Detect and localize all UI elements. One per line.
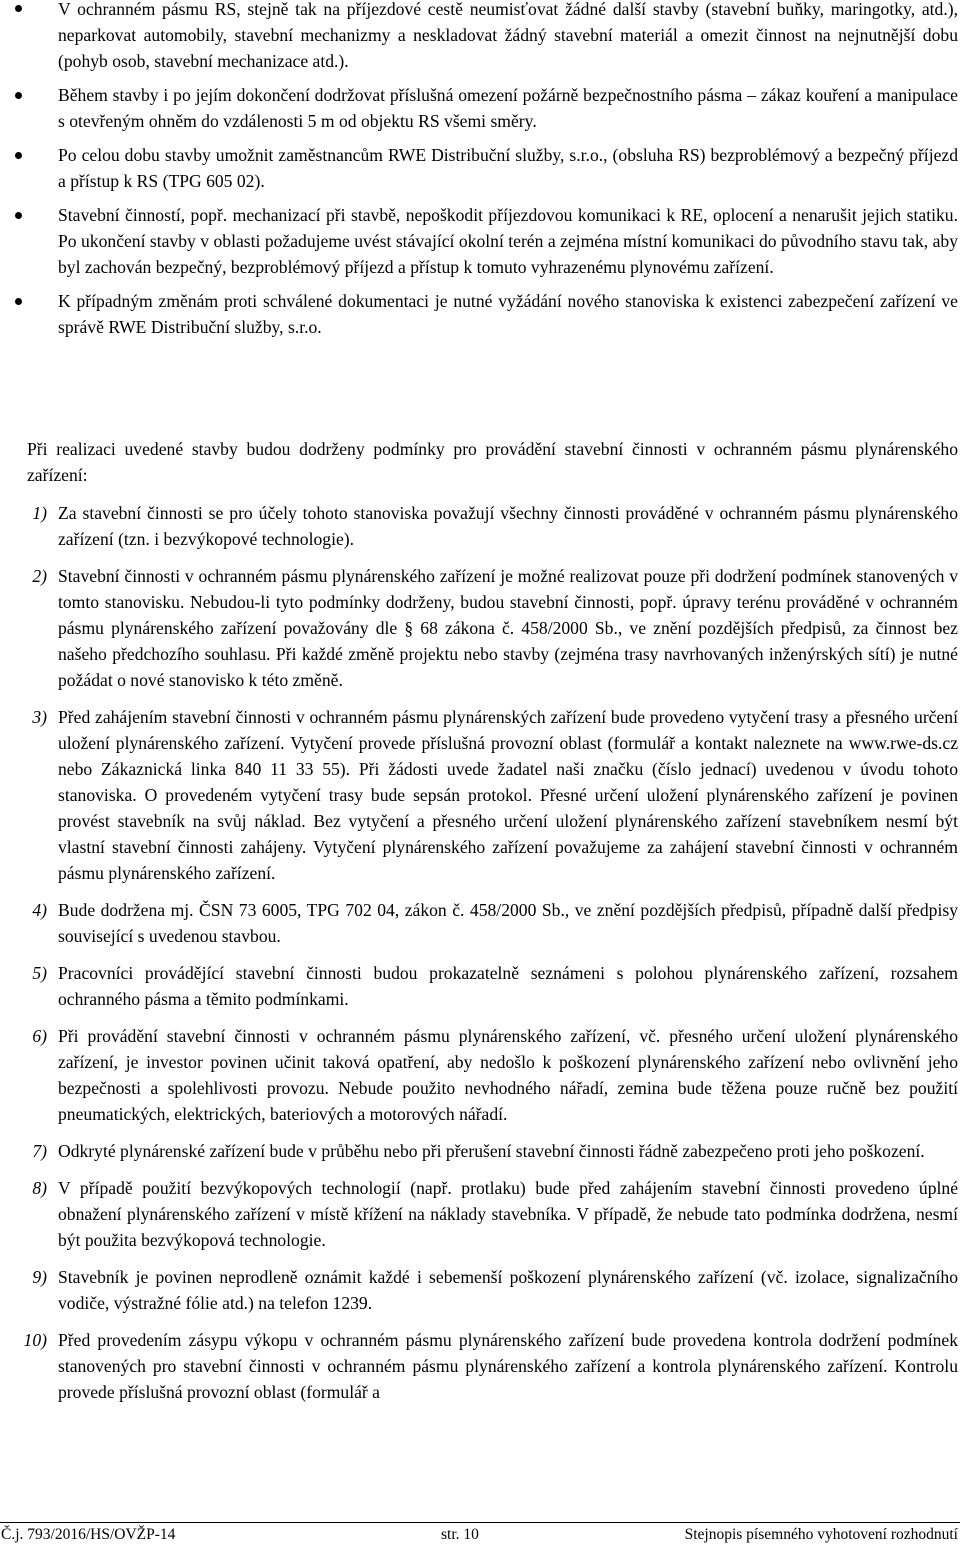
- bullet-icon: [15, 298, 22, 305]
- condition-item: [0, 1138, 960, 1164]
- condition-text: Před zahájením stavební činnosti v ochranném pásmu plynárenských zařízení bude provedeno vytyčení trasy a přesného určení uložení plynárenského zařízení. Vytyčení provede příslušná provozní oblast (formulář a kontakt naleznete na www.rwe-ds.cz nebo Zákaznická linka 840 11 33 55). Při žádosti uvede žadatel naši značku (číslo jednací) uvedenou v úvodu tohoto stanoviska. O provedeném vytyčení trasy bude sepsán protokol. Přesné určení uložení plynárenského zařízení je povinen provést stavebník na svůj náklad. Bez vytyčení a přesného určení uložení plynárenského zařízení stavebníkem nesmí být vlastní stavební činnosti zahájeny. Vytyčení plynárenského zařízení považujeme za zahájení stavební činnosti v ochranném pásmu plynárenského zařízení.: [58, 707, 958, 883]
- condition-number: 8): [32, 1178, 47, 1198]
- condition-item: [0, 704, 960, 886]
- condition-item: [0, 897, 960, 949]
- bullet-item: [0, 82, 960, 134]
- condition-item: [0, 960, 960, 1012]
- condition-text: Odkryté plynárenské zařízení bude v průběhu nebo při přerušení stavební činnosti řádně zabezpečeno proti jeho poškození.: [58, 1141, 925, 1161]
- condition-item: [0, 563, 960, 693]
- condition-text: V případě použití bezvýkopových technologií (např. protlaku) bude před zahájením stavební činnosti provedeno úplné obnažení plynárenského zařízení v místě křížení na náklady stavebníka. V případě, že nebude tato podmínka dodržena, nesmí být použita bezvýkopová technologie.: [58, 1178, 958, 1250]
- bullet-text: K případným změnám proti schválené dokumentaci je nutné vyžádání nového stanoviska k existenci zabezpečení zařízení ve správě RWE Distribuční služby, s.r.o.: [58, 291, 958, 337]
- bullet-item: [0, 142, 960, 194]
- bullet-list: [0, 0, 960, 348]
- condition-number: 7): [32, 1141, 47, 1161]
- condition-text: Pracovníci provádějící stavební činnosti budou prokazatelně seznámeni s polohou plynárenského zařízení, rozsahem ochranného pásma a těmito podmínkami.: [58, 963, 958, 1009]
- intro-paragraph: Při realizaci uvedené stavby budou dodrženy podmínky pro provádění stavební činnosti v ochranném pásmu plynárenského zařízení:: [27, 439, 958, 485]
- condition-number: 2): [32, 566, 47, 586]
- bullet-item: [0, 0, 960, 74]
- condition-item: [0, 1175, 960, 1253]
- reference-number: Č.j. 793/2016/HS/OVŽP-14: [1, 1526, 176, 1543]
- condition-item: [0, 500, 960, 552]
- condition-text: Bude dodržena mj. ČSN 73 6005, TPG 702 04, zákon č. 458/2000 Sb., ve znění pozdějších předpisů, případně další předpisy související s uvedenou stavbou.: [58, 900, 958, 946]
- condition-text: Stavebník je povinen neprodleně oznámit každé i sebemenší poškození plynárenského zařízení (vč. izolace, signalizačního vodiče, výstražné fólie atd.) na telefon 1239.: [58, 1267, 958, 1313]
- bullet-icon: [15, 5, 22, 12]
- bullet-icon: [15, 152, 22, 159]
- bullet-text: Během stavby i po jejím dokončení dodržovat příslušná omezení požárně bezpečnostního pásma – zákaz kouření a manipulace s otevřeným ohněm do vzdálenosti 5 m od objektu RS všemi směry.: [58, 85, 958, 131]
- condition-text: Za stavební činnosti se pro účely tohoto stanoviska považují všechny činnosti prováděné v ochranném pásmu plynárenského zařízení (tzn. i bezvýkopové technologie).: [58, 503, 958, 549]
- conditions-list: [0, 500, 960, 1416]
- condition-number: 3): [32, 707, 47, 727]
- condition-text: Při provádění stavební činnosti v ochranném pásmu plynárenského zařízení, vč. přesného určení uložení plynárenského zařízení, je investor povinen učinit taková opatření, aby nedošlo k poškození plynárenského zařízení nebo ovlivnění jeho bezpečnosti a spolehlivosti provozu. Nebude použito nevhodného nářadí, zemina bude těžena pouze ručně bez použití pneumatických, elektrických, bateriových a motorových nářadí.: [58, 1026, 958, 1124]
- condition-item: [0, 1264, 960, 1316]
- bullet-text: V ochranném pásmu RS, stejně tak na příjezdové cestě neumisťovat žádné další stavby (stavební buňky, maringotky, atd.), neparkovat automobily, stavební mechanizmy a neskladovat žádný stavební materiál a omezit činnost na nejnutnější dobu (pohyb osob, stavební mechanizace atd.).: [58, 0, 958, 71]
- condition-number: 5): [32, 963, 47, 983]
- bullet-text: Po celou dobu stavby umožnit zaměstnancům RWE Distribuční služby, s.r.o., (obsluha RS) bezproblémový a bezpečný příjezd a přístup k RS (TPG 605 02).: [58, 145, 958, 191]
- page-number: str. 10: [441, 1526, 479, 1543]
- bullet-item: [0, 288, 960, 340]
- bullet-text: Stavební činností, popř. mechanizací při stavbě, nepoškodit příjezdovou komunikaci k RE, oplocení a nenarušit jejich statiku. Po ukončení stavby v oblasti požadujeme uvést stávající okolní terén a zejména místní komunikaci do původního stavu tak, aby byl zachován bezpečný, bezproblémový příjezd a přístup k tomuto vyhrazenému plynovému zařízení.: [58, 205, 958, 277]
- condition-text: Před provedením zásypu výkopu v ochranném pásmu plynárenského zařízení bude provedena kontrola dodržení podmínek stanovených pro stavební činnosti v ochranném pásmu plynárenského zařízení a kontrola plynárenského zařízení. Kontrolu provede příslušná provozní oblast (formulář a: [58, 1330, 958, 1402]
- copy-note: Stejnopis písemného vyhotovení rozhodnutí: [684, 1526, 958, 1543]
- condition-text: Stavební činnosti v ochranném pásmu plynárenského zařízení je možné realizovat pouze při dodržení podmínek stanovených v tomto stanovisku. Nebudou-li tyto podmínky dodrženy, budou stavební činnosti, popř. úpravy terénu prováděné v ochranném pásmu plynárenského zařízení považovány dle § 68 zákona č. 458/2000 Sb., ve znění pozdějších předpisů, za činnost bez našeho předchozího souhlasu. Při každé změně projektu nebo stavby (zejména trasy navrhovaných inženýrských sítí) je nutné požádat o nové stanovisko k této změně.: [58, 566, 958, 690]
- condition-number: 10): [23, 1330, 47, 1350]
- bullet-icon: [15, 212, 22, 219]
- condition-item: [0, 1023, 960, 1127]
- condition-number: 1): [32, 503, 47, 523]
- condition-number: 6): [32, 1026, 47, 1046]
- condition-number: 4): [32, 900, 47, 920]
- bullet-icon: [15, 92, 22, 99]
- bullet-item: [0, 202, 960, 280]
- condition-item: [0, 1327, 960, 1405]
- condition-number: 9): [32, 1267, 47, 1287]
- page-footer: [0, 1522, 960, 1545]
